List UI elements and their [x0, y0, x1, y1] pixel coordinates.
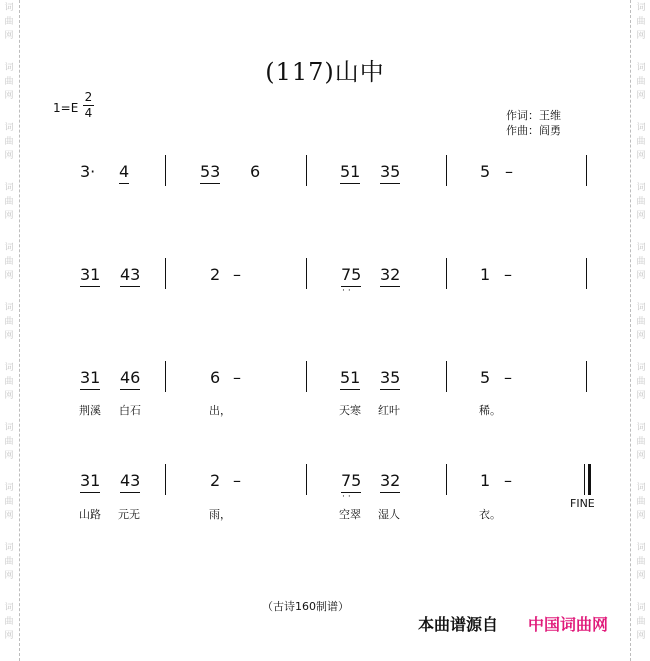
watermark-char: 词	[4, 183, 14, 193]
watermark-char: 词	[4, 303, 14, 313]
watermark-char: 网	[4, 91, 14, 101]
barline	[446, 258, 447, 289]
watermark-char: 网	[636, 331, 646, 341]
barline	[306, 258, 307, 289]
note: 3·	[80, 162, 96, 181]
watermark-char: 网	[4, 211, 14, 221]
note: 5	[480, 368, 491, 387]
watermark-char: 词	[4, 3, 14, 13]
watermark-char: 网	[4, 331, 14, 341]
fine-marker: FINE	[570, 497, 595, 510]
watermark-char: 网	[636, 511, 646, 521]
watermark-char: 网	[636, 31, 646, 41]
dash: –	[504, 265, 512, 284]
watermark-char: 词	[4, 243, 14, 253]
watermark-char: 曲	[4, 17, 14, 27]
watermark-char: 词	[4, 363, 14, 373]
watermark-char: 网	[4, 271, 14, 281]
barline	[586, 258, 587, 289]
watermark-char: 词	[636, 423, 646, 433]
note: 31	[80, 471, 101, 490]
watermark-char: 曲	[636, 617, 646, 627]
dash: –	[504, 471, 512, 490]
note: 2	[210, 265, 221, 284]
lyric: 荆溪	[79, 404, 101, 417]
barline	[165, 361, 166, 392]
source-label: 本曲谱源自	[418, 615, 499, 634]
barline	[306, 155, 307, 186]
lower-octave-dots: ··	[342, 286, 354, 296]
watermark-char: 曲	[4, 437, 14, 447]
note: 46	[120, 368, 141, 387]
watermark-char: 词	[636, 3, 646, 13]
watermark-char: 词	[636, 483, 646, 493]
watermark-char: 曲	[4, 257, 14, 267]
dash: –	[233, 471, 241, 490]
barline	[586, 155, 587, 186]
lyric: 稀。	[479, 404, 501, 417]
lyric: 雨，	[209, 508, 231, 521]
note: 5	[480, 162, 491, 181]
lyric: 白石	[119, 404, 141, 417]
watermark-char: 曲	[4, 197, 14, 207]
note: 1	[480, 471, 491, 490]
watermark-char: 网	[4, 571, 14, 581]
watermark-char: 曲	[636, 137, 646, 147]
dash: –	[233, 368, 241, 387]
dash: –	[505, 162, 513, 181]
watermark-char: 词	[4, 603, 14, 613]
barline	[306, 361, 307, 392]
lyric: 衣。	[479, 508, 501, 521]
watermark-char: 网	[4, 391, 14, 401]
lyric: 天寒	[339, 404, 361, 417]
song-title: (117)山中	[265, 58, 385, 86]
watermark-char: 曲	[4, 617, 14, 627]
note: 31	[80, 265, 101, 284]
watermark-char: 词	[4, 543, 14, 553]
watermark-char: 词	[636, 363, 646, 373]
watermark-char: 曲	[4, 137, 14, 147]
watermark-char: 曲	[4, 77, 14, 87]
watermark-char: 曲	[636, 77, 646, 87]
lyric: 出，	[209, 404, 231, 417]
note: 51	[340, 368, 361, 387]
final-barline-thick	[588, 464, 591, 495]
note: 32	[380, 471, 401, 490]
watermark-char: 网	[636, 451, 646, 461]
barline	[446, 155, 447, 186]
barline	[165, 258, 166, 289]
watermark-char: 网	[4, 631, 14, 641]
barline	[165, 155, 166, 186]
time-signature	[83, 91, 94, 120]
watermark-char: 词	[4, 423, 14, 433]
note: 6	[250, 162, 261, 181]
right-watermark-strip	[630, 0, 650, 661]
watermark-char: 曲	[636, 437, 646, 447]
note: 43	[120, 265, 141, 284]
watermark-char: 词	[636, 303, 646, 313]
watermark-char: 网	[4, 451, 14, 461]
note: 43	[120, 471, 141, 490]
watermark-char: 曲	[636, 557, 646, 567]
watermark-char: 网	[636, 91, 646, 101]
note: 6	[210, 368, 221, 387]
note: 2	[210, 471, 221, 490]
watermark-char: 曲	[636, 17, 646, 27]
left-dashed-border	[19, 0, 20, 661]
note: 35	[380, 368, 401, 387]
final-barline-thin	[584, 464, 585, 495]
time-signature-top: 2	[84, 90, 93, 104]
watermark-char: 曲	[4, 317, 14, 327]
note: 32	[380, 265, 401, 284]
watermark-char: 网	[4, 31, 14, 41]
lyric: 湿人	[378, 508, 400, 521]
lyric: 空翠	[339, 508, 361, 521]
watermark-char: 曲	[636, 257, 646, 267]
note: 53	[200, 162, 221, 181]
lyricist: 作词：王维	[506, 109, 561, 122]
watermark-char: 网	[636, 631, 646, 641]
barline	[446, 361, 447, 392]
note: 1	[480, 265, 491, 284]
watermark-char: 词	[4, 123, 14, 133]
site-name[interactable]: 中国词曲网	[528, 615, 609, 634]
lyric: 山路	[79, 508, 101, 521]
key-signature: 1=E	[53, 101, 79, 115]
watermark-char: 词	[636, 243, 646, 253]
watermark-char: 曲	[636, 317, 646, 327]
watermark-char: 网	[4, 151, 14, 161]
barline	[306, 464, 307, 495]
watermark-char: 网	[636, 391, 646, 401]
watermark-char: 网	[636, 571, 646, 581]
note: 35	[380, 162, 401, 181]
time-signature-bottom: 4	[84, 106, 93, 120]
lower-octave-dots: ··	[342, 492, 354, 502]
watermark-char: 词	[636, 63, 646, 73]
composer: 作曲：阎勇	[506, 124, 561, 137]
watermark-char: 曲	[4, 497, 14, 507]
dash: –	[233, 265, 241, 284]
watermark-char: 词	[4, 63, 14, 73]
watermark-char: 网	[636, 211, 646, 221]
watermark-char: 曲	[636, 497, 646, 507]
barline	[165, 464, 166, 495]
barline	[586, 361, 587, 392]
watermark-char: 词	[4, 483, 14, 493]
watermark-char: 曲	[4, 377, 14, 387]
note: 31	[80, 368, 101, 387]
watermark-char: 网	[636, 271, 646, 281]
left-watermark-strip	[0, 0, 20, 661]
lyric: 元无	[118, 508, 140, 521]
watermark-char: 曲	[636, 377, 646, 387]
barline	[446, 464, 447, 495]
watermark-char: 曲	[636, 197, 646, 207]
watermark-char: 词	[636, 183, 646, 193]
source-note: （古诗160制谱）	[262, 600, 349, 613]
note: 4	[119, 162, 130, 181]
dash: –	[504, 368, 512, 387]
note: 75	[341, 471, 362, 490]
note: 51	[340, 162, 361, 181]
watermark-char: 网	[4, 511, 14, 521]
watermark-char: 词	[636, 123, 646, 133]
watermark-char: 词	[636, 603, 646, 613]
note: 75	[341, 265, 362, 284]
right-dashed-border	[630, 0, 631, 661]
lyric: 红叶	[378, 404, 400, 417]
credits	[506, 108, 561, 138]
watermark-char: 网	[636, 151, 646, 161]
watermark-char: 曲	[4, 557, 14, 567]
watermark-char: 词	[636, 543, 646, 553]
